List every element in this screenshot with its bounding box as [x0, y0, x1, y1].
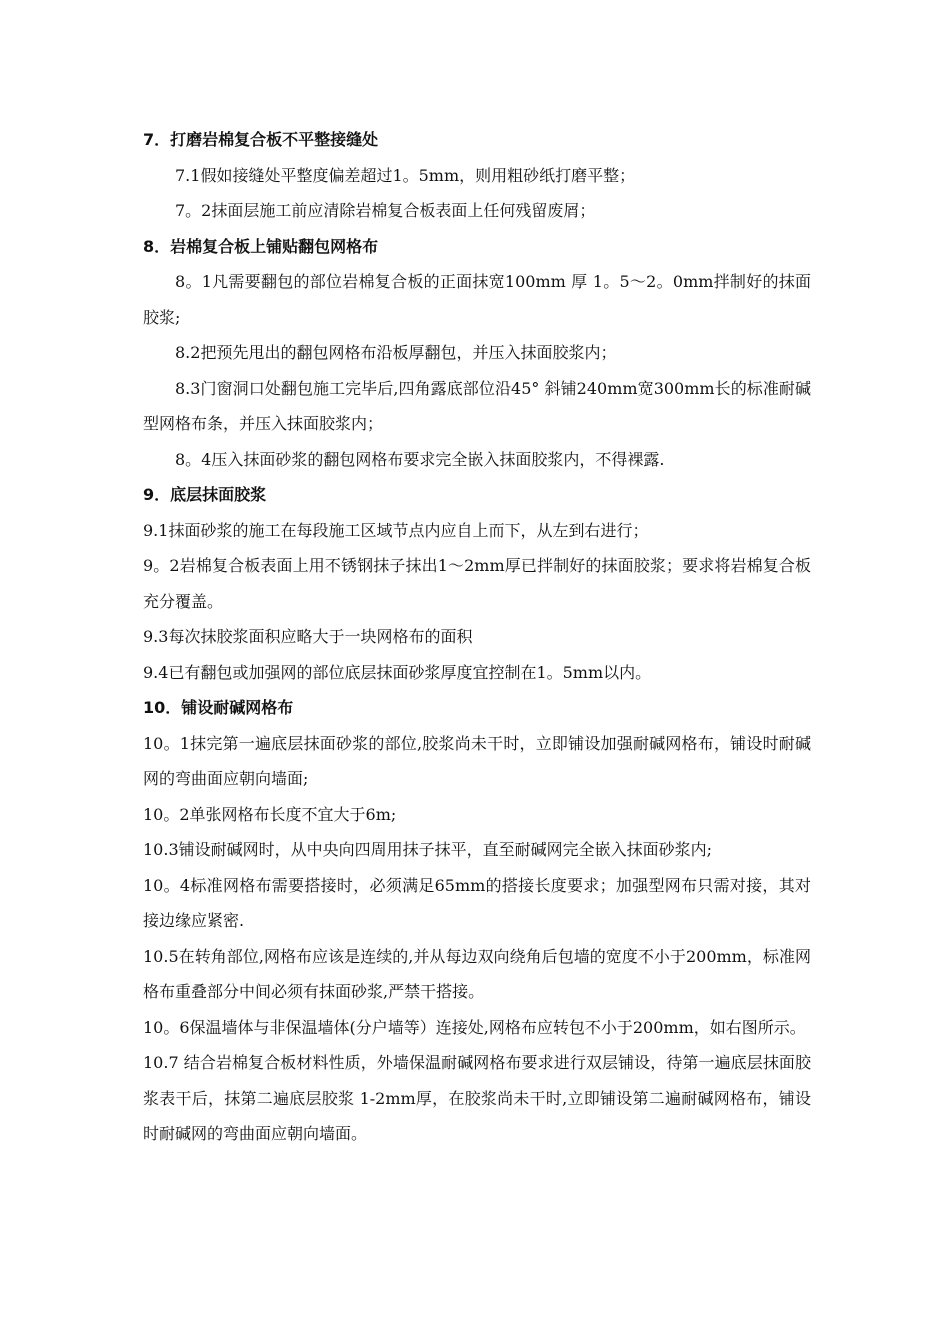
paragraph-9-3: 9.3每次抹胶浆面积应略大于一块网格布的面积 — [143, 627, 473, 646]
paragraph-9-1: 9.1抹面砂浆的施工在每段施工区域节点内应自上而下，从左到右进行； — [143, 520, 649, 540]
section-9-heading: 9．底层抹面胶浆 — [143, 485, 267, 504]
paragraph-9-2: 9。2岩棉复合板表面上用不锈钢抹子抹出1～2mm厚已拌制好的抹面胶浆；要求将岩棉复合板充分覆盖。 — [143, 556, 811, 611]
section-7-heading: 7．打磨岩棉复合板不平整接缝处 — [143, 130, 379, 149]
paragraph-10-5: 10.5在转角部位,网格布应该是连续的,并从每边双向绕角后包墙的宽度不小于200mm，标准网格布重叠部分中间必须有抹面砂浆,严禁干搭接。 — [143, 946, 811, 1001]
section-10-heading: 10．铺设耐碱网格布 — [143, 698, 294, 717]
paragraph-8-2: 8.2把预先甩出的翻包网格布沿板厚翻包，并压入抹面胶浆内； — [175, 343, 617, 362]
section-8-heading: 8．岩棉复合板上铺贴翻包网格布 — [143, 236, 379, 256]
paragraph-10-7: 10.7 结合岩棉复合板材料性质，外墙保温耐碱网格布要求进行双层铺设，待第一遍底层抹面胶浆表干后，抹第二遍底层胶浆 1-2mm厚，在胶浆尚未干时,立即铺设第二遍耐碱网格布，铺设时耐碱网的弯曲面应朝向墙面。 — [143, 1053, 811, 1143]
paragraph-8-4: 8。4压入抹面砂浆的翻包网格布要求完全嵌入抹面胶浆内，不得裸露. — [175, 449, 665, 469]
paragraph-7-2: 7。2抹面层施工前应清除岩棉复合板表面上任何残留废屑； — [175, 201, 596, 220]
paragraph-8-1: 8。1凡需要翻包的部位岩棉复合板的正面抹宽100mm 厚 1。5～2。0mm拌制好的抹面胶浆; — [143, 272, 811, 327]
paragraph-10-1: 10。1抹完第一遍底层抹面砂浆的部位,胶浆尚未干时，立即铺设加强耐碱网格布，铺设时耐碱网的弯曲面应朝向墙面; — [143, 733, 811, 788]
paragraph-8-3: 8.3门窗洞口处翻包施工完毕后,四角露底部位沿45° 斜铺240mm宽300mm长的标准耐碱型网格布条，并压入抹面胶浆内； — [143, 378, 811, 433]
paragraph-9-4: 9.4已有翻包或加强网的部位底层抹面砂浆厚度宜控制在1。5mm以内。 — [143, 662, 652, 682]
paragraph-7-1: 7.1假如接缝处平整度偏差超过1。5mm，则用粗砂纸打磨平整； — [175, 165, 636, 185]
paragraph-10-3: 10.3铺设耐碱网时，从中央向四周用抹子抹平，直至耐碱网完全嵌入抹面砂浆内; — [143, 840, 713, 859]
paragraph-10-4: 10。4标准网格布需要搭接时，必须满足65mm的搭接长度要求；加强型网布只需对接，其对接边缘应紧密. — [143, 875, 811, 930]
document-body — [143, 122, 811, 1152]
paragraph-10-6: 10。6保温墙体与非保温墙体(分户墙等）连接处,网格布应转包不小于200mm，如右图所示。 — [143, 1017, 806, 1037]
paragraph-10-2: 10。2单张网格布长度不宜大于6m; — [143, 804, 397, 824]
